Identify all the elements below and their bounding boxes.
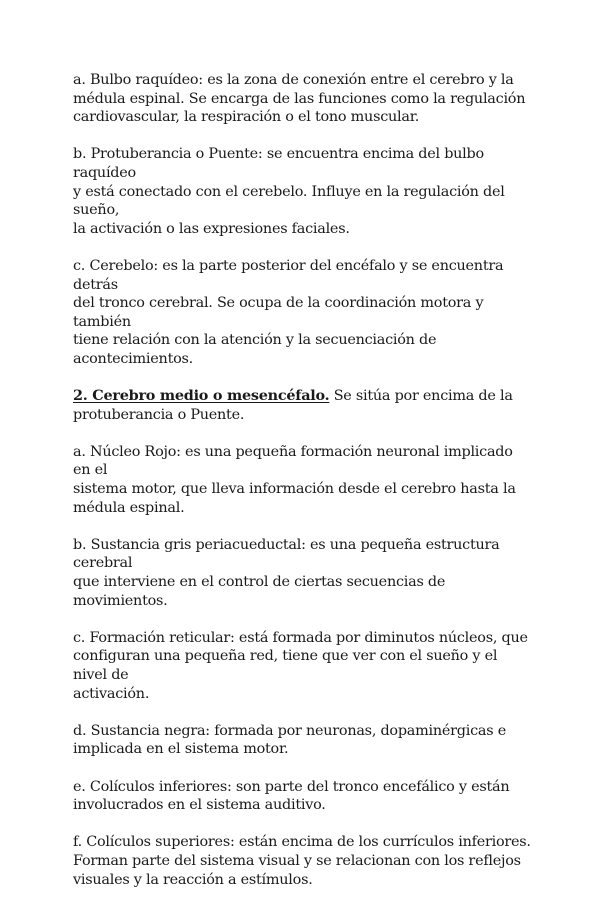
text-line: médula espinal. Se encarga de las funciones como la regulación [73, 90, 526, 107]
document-page [73, 71, 533, 908]
text-line: acontecimientos. [73, 350, 193, 367]
text-line: d. Sustancia negra: formada por neuronas, dopaminérgicas e [73, 722, 506, 739]
paragraph-coliculos-inferiores [73, 778, 533, 815]
paragraph-sustancia-negra [73, 722, 533, 759]
text-line: f. Colículos superiores: están encima de los currículos inferiores. [73, 834, 531, 851]
paragraph-bulbo-raquideo [73, 71, 533, 127]
paragraph-sustancia-gris [73, 536, 533, 610]
section-heading: 2. Cerebro medio o mesencéfalo. [73, 387, 330, 405]
text-line: b. Protuberancia o Puente: se encuentra encima del bulbo raquídeo [73, 146, 484, 181]
paragraph-coliculos-superiores [73, 833, 533, 889]
text-line: implicada en el sistema motor. [73, 741, 289, 758]
text-line: activación. [73, 685, 150, 702]
text-line: e. Colículos inferiores: son parte del tronco encefálico y están [73, 778, 510, 795]
text-line: tiene relación con la atención y la secuenciación de [73, 332, 437, 349]
section-intro-text: Se sitúa por encima de la [329, 388, 513, 405]
text-line: a. Bulbo raquídeo: es la zona de conexión entre el cerebro y la [73, 72, 514, 88]
paragraph-cerebelo [73, 257, 533, 369]
text-line: que interviene en el control de ciertas secuencias de movimientos. [73, 574, 446, 609]
text-line: configuran una pequeña red, tiene que ver con el sueño y el nivel de [73, 648, 498, 683]
text-line: sistema motor, que lleva información desde el cerebro hasta la [73, 481, 516, 498]
text-line: del tronco cerebral. Se ocupa de la coordinación motora y también [73, 295, 484, 330]
text-line: visuales y la reacción a estímulos. [73, 871, 313, 888]
text-line: cardiovascular, la respiración o el tono muscular. [73, 109, 420, 126]
paragraph-protuberancia [73, 145, 533, 238]
section-intro-text: protuberancia o Puente. [73, 406, 245, 423]
text-line: c. Cerebelo: es la parte posterior del encéfalo y se encuentra detrás [73, 257, 504, 293]
paragraph-formacion-reticular [73, 629, 533, 703]
section-mesencefalo [73, 387, 533, 424]
text-line: c. Formación reticular: está formada por diminutos núcleos, que [73, 629, 528, 646]
text-line: la activación o las expresiones faciales. [73, 220, 350, 237]
text-line: médula espinal. [73, 499, 185, 516]
text-line: a. Núcleo Rojo: es una pequeña formación neuronal implicado en el [73, 443, 513, 479]
text-line: Forman parte del sistema visual y se relacionan con los reflejos [73, 852, 521, 869]
paragraph-nucleo-rojo [73, 443, 533, 517]
text-line: b. Sustancia gris periacueductal: es una pequeña estructura cerebral [73, 536, 500, 572]
text-line: y está conectado con el cerebelo. Influye en la regulación del sueño, [73, 183, 505, 219]
text-line: involucrados en el sistema auditivo. [73, 797, 326, 814]
